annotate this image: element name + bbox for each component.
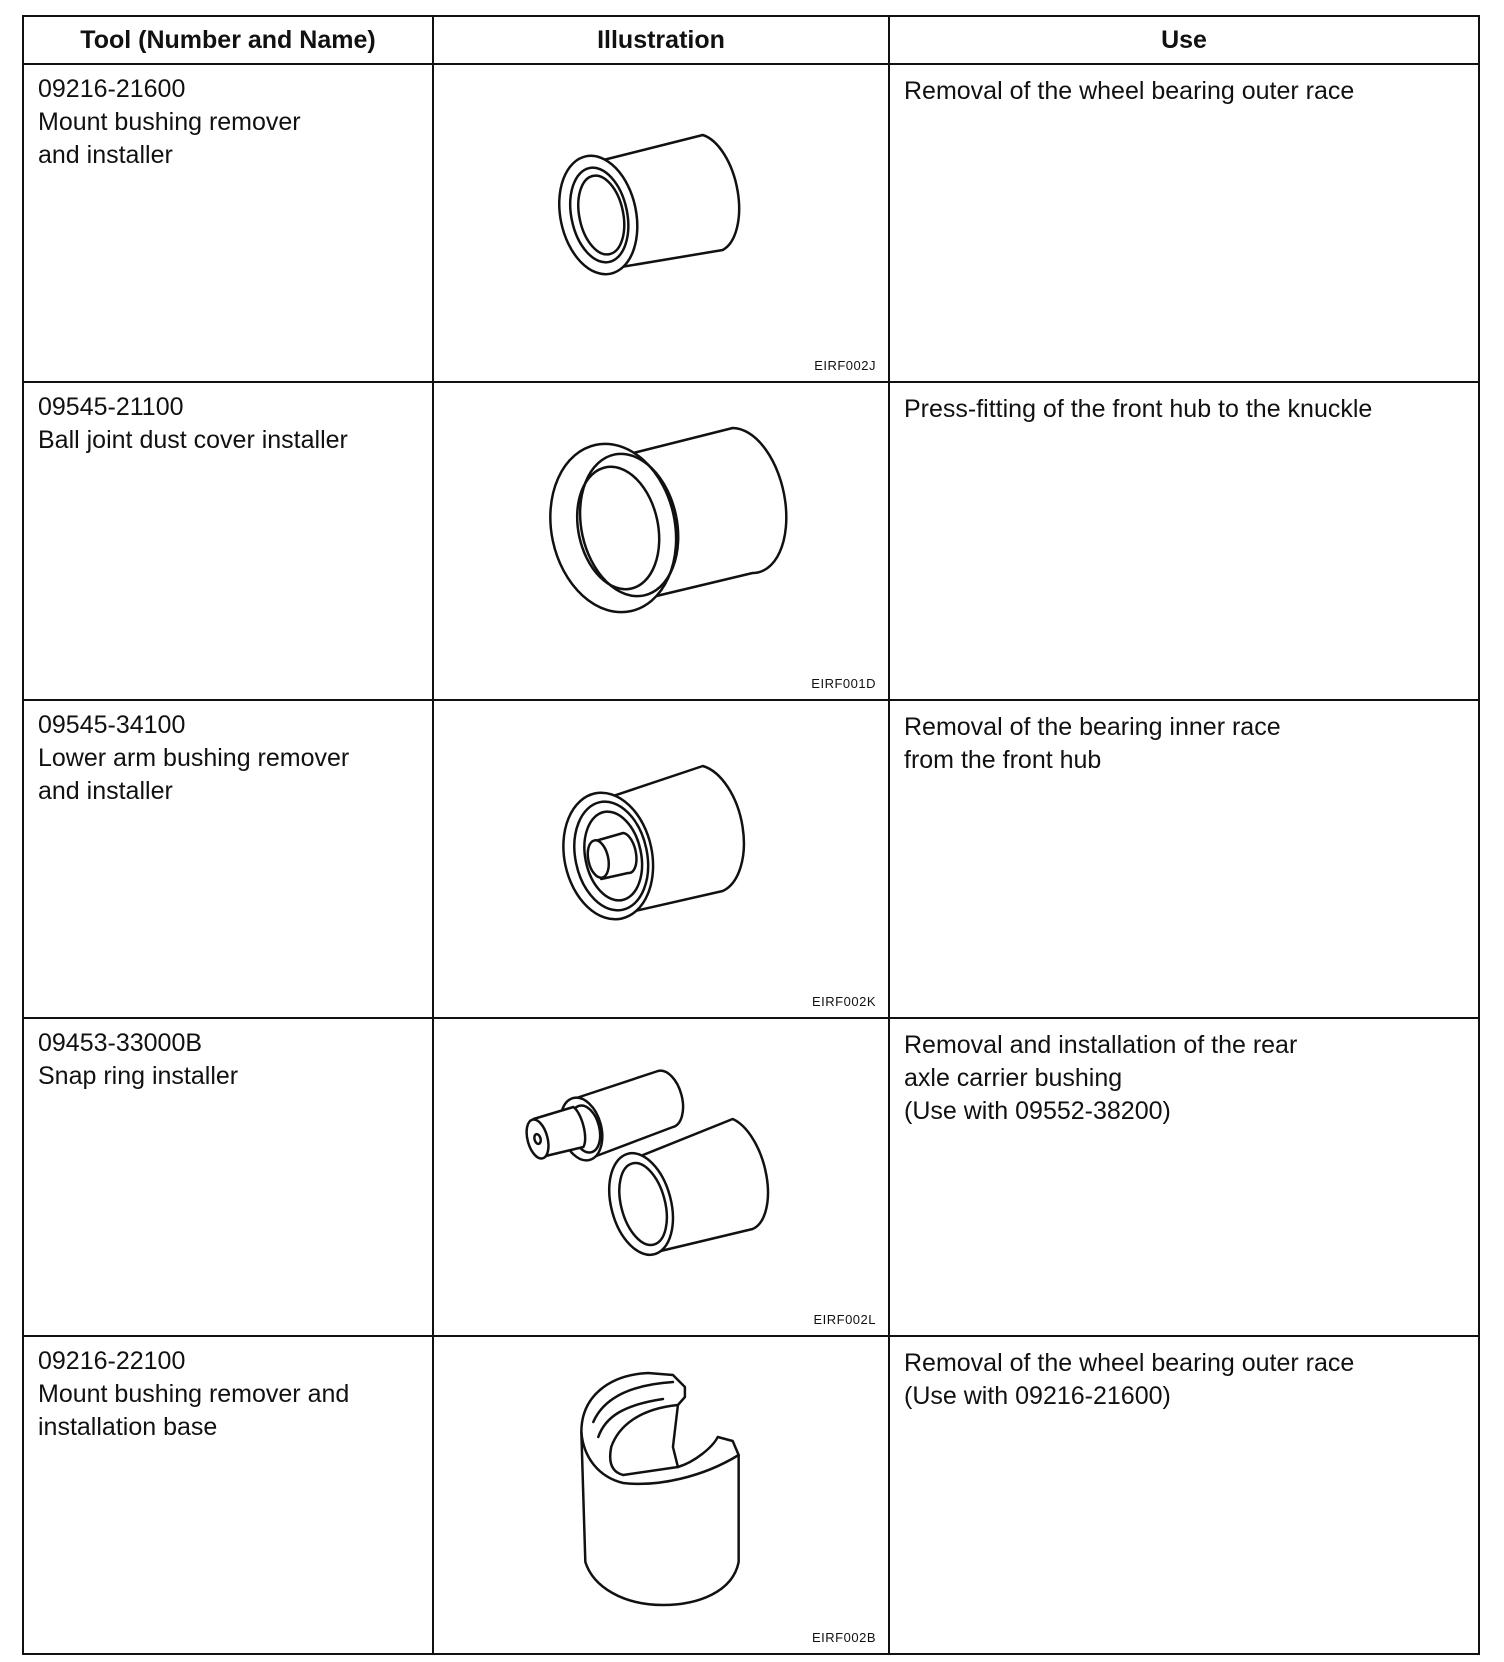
tool-cell <box>23 382 433 700</box>
use-description: Removal of the bearing inner race from the front hub <box>904 713 1281 774</box>
flanged-sleeve-icon <box>434 383 888 699</box>
tool-number-and-name: 09216-22100 Mount bushing remover and installation base <box>38 1347 350 1441</box>
sleeve-with-pin-icon <box>434 701 888 1017</box>
table-row <box>23 1018 1479 1336</box>
use-description: Press-fitting of the front hub to the knuckle <box>904 395 1373 423</box>
tool-number-and-name: 09545-34100 Lower arm bushing remover and installer <box>38 711 350 805</box>
illustration-cell <box>433 1336 889 1654</box>
use-cell <box>889 1018 1479 1336</box>
use-cell <box>889 382 1479 700</box>
use-cell <box>889 64 1479 382</box>
cylinder-sleeve-icon <box>434 65 888 381</box>
illustration-cell <box>433 700 889 1018</box>
tool-number-and-name: 09545-21100 Ball joint dust cover installer <box>38 393 348 454</box>
figure-code: EIRF001D <box>811 676 876 691</box>
header-use: Use <box>889 16 1479 64</box>
use-description: Removal of the wheel bearing outer race (Use with 09216-21600) <box>904 1349 1355 1410</box>
header-row <box>23 16 1479 64</box>
figure-code: EIRF002J <box>814 358 876 373</box>
table-row <box>23 64 1479 382</box>
illustration-cell <box>433 382 889 700</box>
tool-cell <box>23 64 433 382</box>
illustration-cell <box>433 1018 889 1336</box>
split-cup-base-icon <box>434 1337 888 1653</box>
cone-and-sleeve-icon <box>434 1019 888 1335</box>
use-description: Removal and installation of the rear axle carrier bushing (Use with 09552-38200) <box>904 1031 1298 1125</box>
figure-code: EIRF002B <box>812 1630 876 1645</box>
tool-cell <box>23 1018 433 1336</box>
table-row <box>23 382 1479 700</box>
tool-cell <box>23 1336 433 1654</box>
use-description: Removal of the wheel bearing outer race <box>904 77 1355 105</box>
table-row <box>23 1336 1479 1654</box>
use-cell <box>889 1336 1479 1654</box>
tool-number-and-name: 09216-21600 Mount bushing remover and installer <box>38 75 301 169</box>
illustration-cell <box>433 64 889 382</box>
header-tool: Tool (Number and Name) <box>23 16 433 64</box>
use-cell <box>889 700 1479 1018</box>
figure-code: EIRF002L <box>813 1312 876 1327</box>
header-illustration: Illustration <box>433 16 889 64</box>
figure-code: EIRF002K <box>812 994 876 1009</box>
tool-number-and-name: 09453-33000B Snap ring installer <box>38 1029 239 1090</box>
special-tools-table <box>22 15 1480 1655</box>
table-row <box>23 700 1479 1018</box>
tool-cell <box>23 700 433 1018</box>
